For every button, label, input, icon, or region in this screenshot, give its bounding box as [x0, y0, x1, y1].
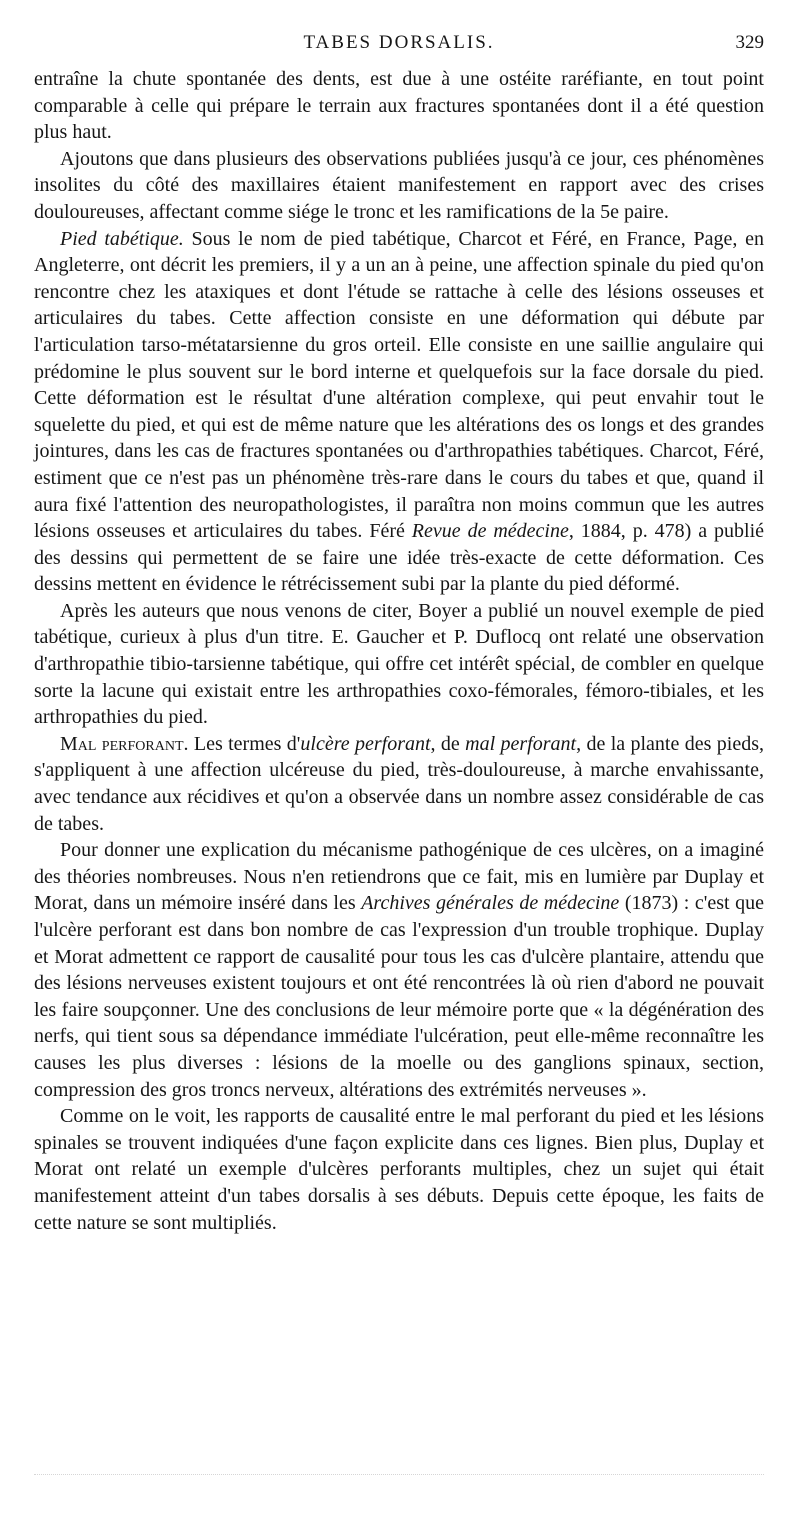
paragraph-mal-perforant [34, 731, 764, 837]
paragraph-text: , de [430, 732, 466, 755]
paragraph-pied-tabetique [34, 226, 764, 598]
section-heading-mal-perforant: Mal perforant. [60, 732, 189, 755]
citation-revue-de-medecine: Revue de médecine [411, 520, 569, 543]
citation-archives: Archives générales de médecine [361, 892, 620, 915]
term-ulcere-perforant: ulcère perforant [300, 732, 431, 755]
paragraph-maxillaires: Ajoutons que dans plusieurs des observations publiées jusqu'à ce jour, ces phénomènes insolites du côté des maxillaires étaient manifestement en rapport avec des crises douloureuses, affectant comme siége le tronc et les ramifications de la 5e paire. [34, 147, 764, 223]
paragraph-text: (1873) : c'est que l'ulcère perforant est dans bon nombre de cas l'expression d'un trouble trophique. Duplay et Morat admettent ce rapport de causalité pour tous les cas d'ulcère plantaire, attendu que des lésions nerveuses existent toujours et ont été rencontrées là où rien d'abord ne pouvait les faire soupçonner. Une des conclusions de leur mémoire porte que « la dégénération des nerfs, qui tient sous sa dépendance immédiate l'ulcération, peut elle-même reconnaître les causes les plus diverses : lésions de la moelle ou des ganglions spinaux, section, compression des gros troncs nerveux, altérations des extrémités nerveuses ». [34, 892, 764, 1101]
page [34, 30, 764, 1236]
page-number: 329 [735, 32, 764, 53]
paragraph-text: , 1884, p. 478) a publié des dessins qui permettent de se faire une idée très-exacte de cette déformation. Ces dessins mettent en évidence le rétrécissement subi par la plante du pied déformé. [34, 520, 765, 596]
paragraph-mecanisme [34, 837, 764, 1103]
term-mal-perforant: mal perforant [465, 732, 577, 755]
paragraph-text: , de la plante des pieds, s'appliquent à une affection ulcéreuse du pied, très-douloureuse, à marche envahissante, avec tendance aux récidives et qu'on a observée dans un nombre assez considérable de cas de tabes. [34, 732, 764, 835]
bleed-through-line [34, 1474, 764, 1481]
running-title: TABES DORSALIS. [303, 32, 495, 53]
paragraph-continuation: entraîne la chute spontanée des dents, est due à une ostéite raréfiante, en tout point comparable à celle qui prépare le terrain aux fractures spontanées dont il a été question plus haut. [34, 68, 764, 144]
running-header [34, 30, 764, 58]
section-heading-pied-tabetique: Pied tabétique. [60, 227, 184, 250]
paragraph-text: Les termes d' [188, 732, 301, 755]
paragraph-causalite: Comme on le voit, les rapports de causalité entre le mal perforant du pied et les lésions spinales se trouvent indiquées d'une façon explicite dans ces lignes. Bien plus, Duplay et Morat ont relaté un exemple d'ulcères perforants multiples, chez un sujet qui était manifestement atteint d'un tabes dorsalis à ses débuts. Depuis cette époque, les faits de cette nature se sont multipliés. [34, 1105, 764, 1234]
paragraph-text: Sous le nom de pied tabétique, Charcot et Féré, en France, Page, en Angleterre, ont décrit les premiers, il y a un an à peine, une affection spinale du pied qu'on rencontre chez les ataxiques et dont l'étude se rattache à celle des lésions osseuses et articulaires du tabes. Cette affection consiste en une déformation qui débute par l'articulation tarso-métatarsienne du gros orteil. Elle consiste en une saillie angulaire qui prédomine le plus souvent sur le bord interne et quelquefois sur la face dorsale du pied. Cette déformation est le résultat d'une altération complexe, qui peut envahir tout le squelette du pied, et qui est de même nature que les altérations des os longs et des grandes jointures, dans les cas de fractures spontanées ou d'arthropathies tabétiques. Charcot, Féré, estiment que ce n'est pas un phénomène très-rare dans le cours du tabes et que, quand il aura fixé l'attention des neuropathologistes, il paraîtra non moins commun que les autres lésions osseuses et articulaires du tabes. Féré [34, 227, 764, 543]
paragraph-text: Pour donner une explication du mécanisme pathogénique de ces ulcères, on a imaginé des théories nombreuses. Nous n'en retiendrons que ce fait, mis en lumière par Duplay et Morat, dans un mémoire inséré dans les [34, 839, 764, 915]
paragraph-boyer: Après les auteurs que nous venons de citer, Boyer a publié un nouvel exemple de pied tabétique, curieux à plus d'un titre. E. Gaucher et P. Duflocq ont relaté une observation d'arthropathie tibio-tarsienne tabétique, qui offre cet intérêt spécial, de combler en quelque sorte la lacune qui existait entre les arthropathies coxo-fémorales, fémoro-tibiales, et les arthropathies du pied. [34, 599, 764, 729]
